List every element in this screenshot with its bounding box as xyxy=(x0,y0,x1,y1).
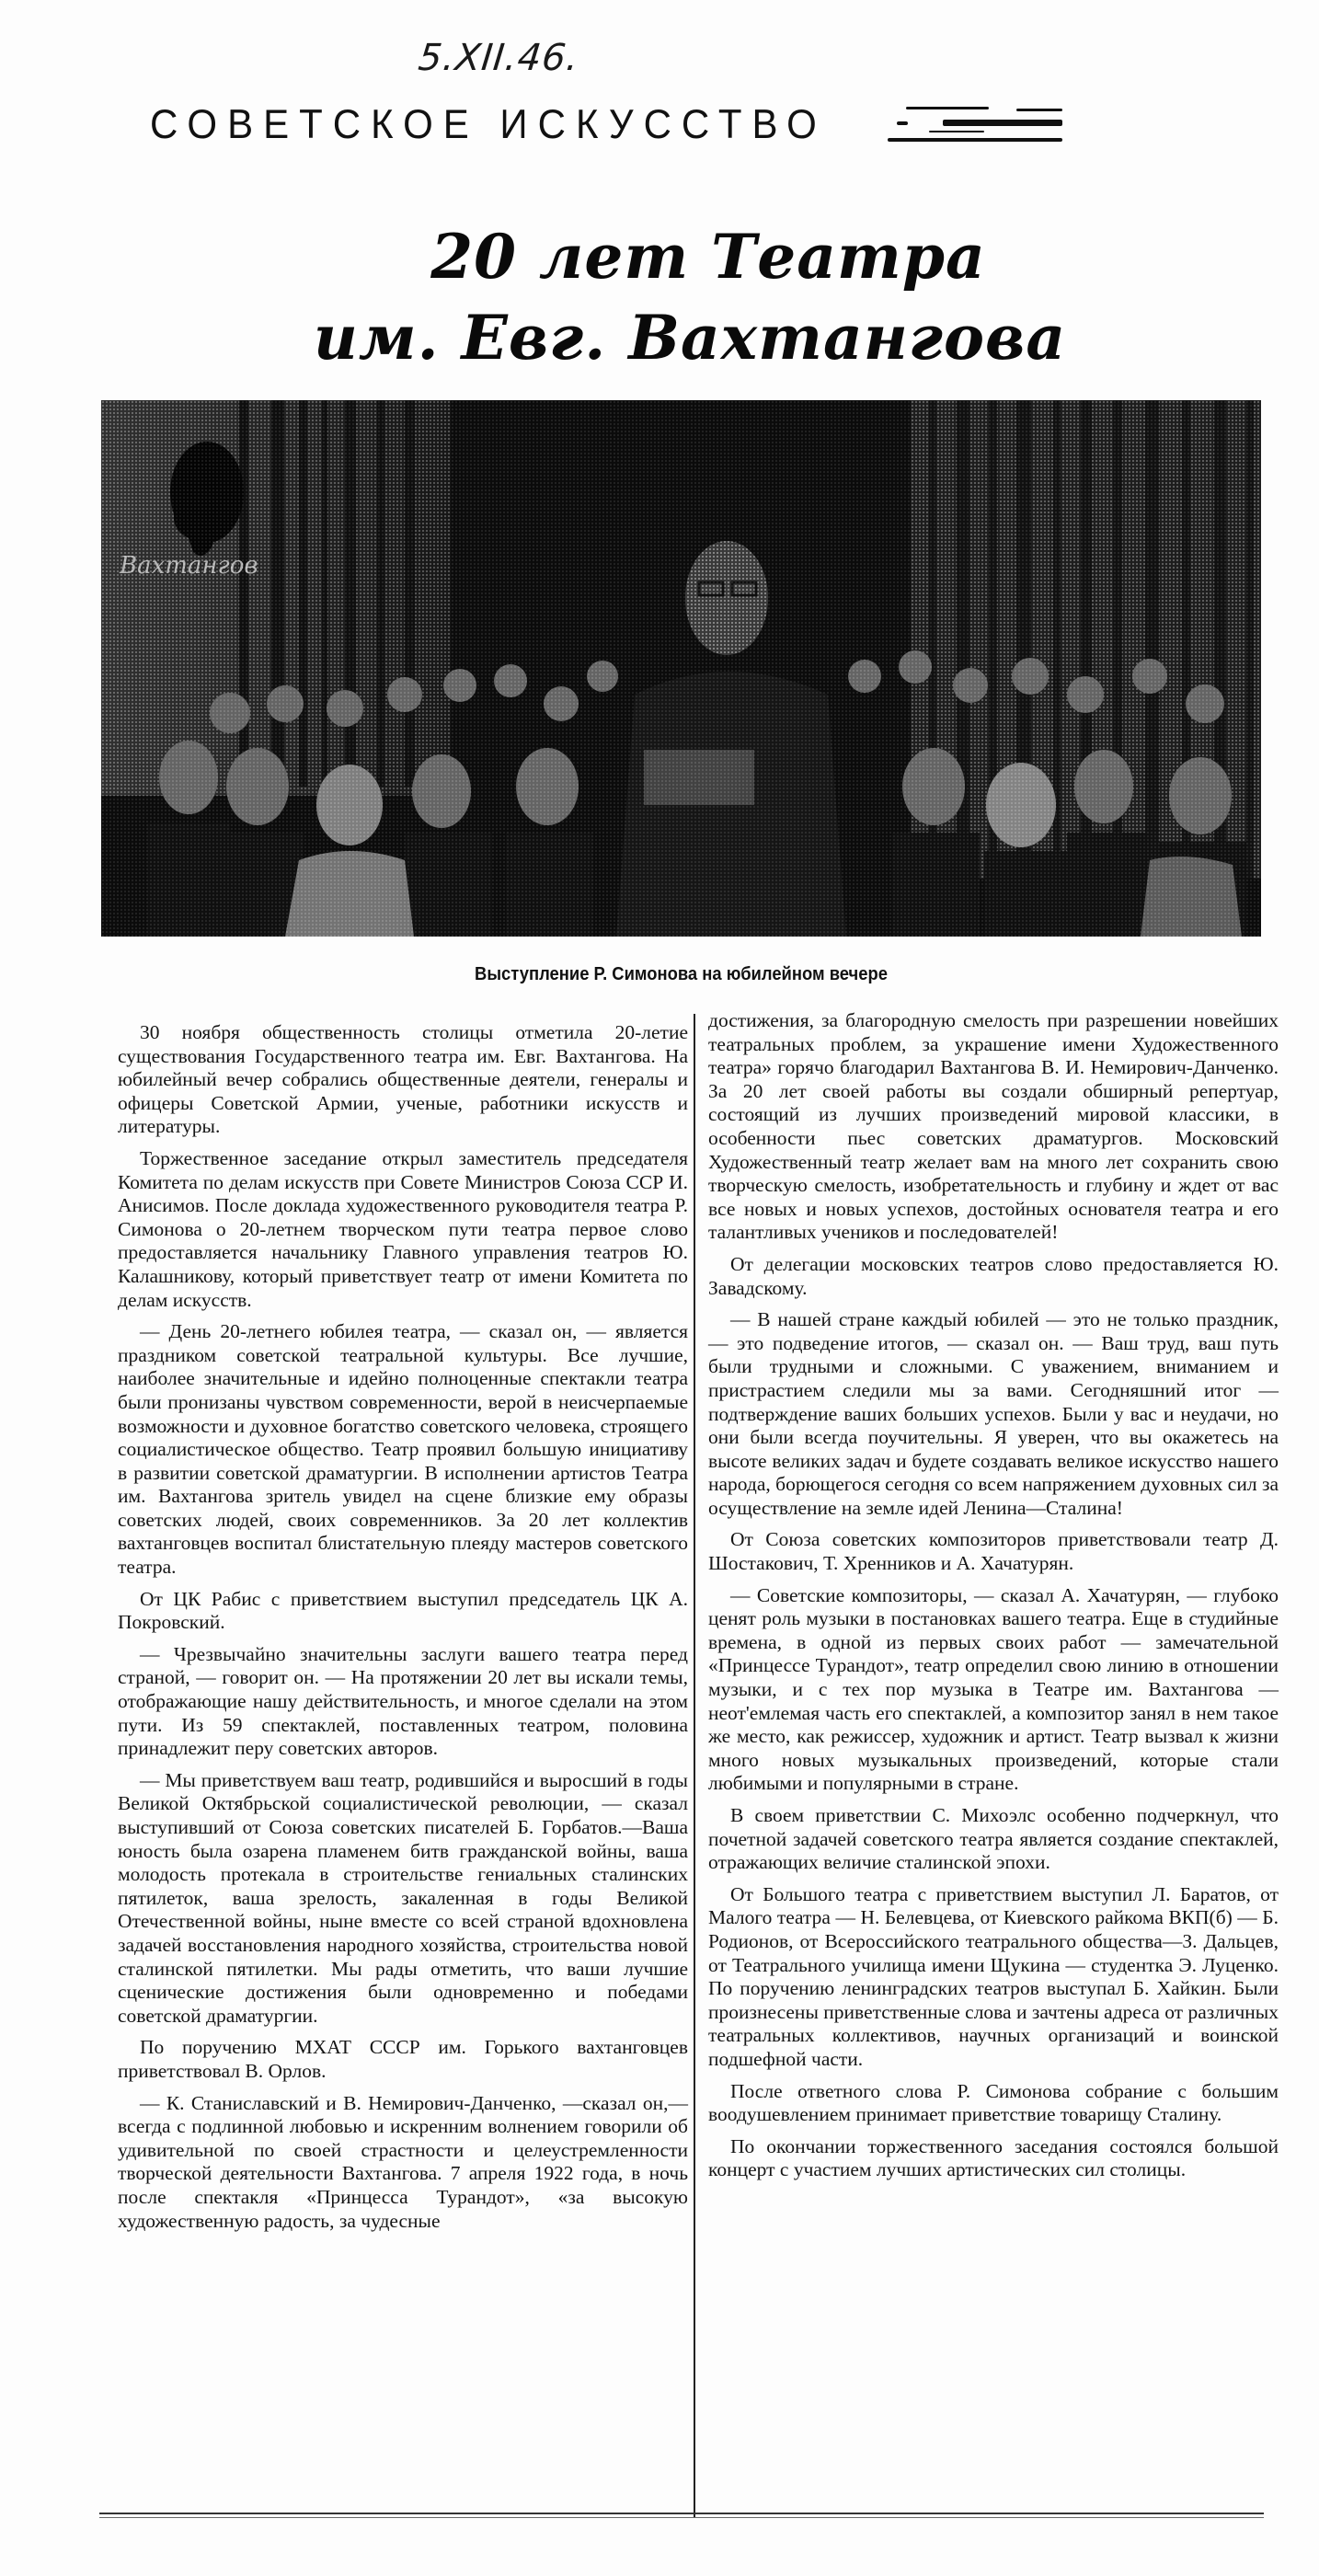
paragraph: — Чрезвычайно значительны заслуги вашего театра перед страной, — говорит он. — На протяжении 20 лет вы искали темы, отображающие нашу действительность, и многое сделали на этом пути. Из 59 спектаклей, поставленных театром, половина принадлежит перу советских авторов. xyxy=(118,1642,688,1760)
paragraph: — День 20-летнего юбилея театра, — сказал он, — является праздником советской театральной культуры. Все лучшие, наиболее значительные и идейно полноценные спектакли театра были пронизаны чувством современности, верой в неисчерпаемые возможности и духовное богатство советского человека, строящего социалистическое общество. Театр проявил большую инициативу в развитии советской драматургии. В исполнении артистов Театра им. Вахтангова зритель увидел на сцене близкие ему образы советских людей, своих современников. За 20 лет коллектив вахтанговцев воспитал блистательную плеяду мастеров советского театра. xyxy=(118,1320,688,1579)
paragraph: От Большого театра с приветствием выступил Л. Баратов, от Малого театра — Н. Белевцева, от Киевского райкома ВКП(б) — Б. Родионов, от Всероссийского театрального общества—З. Дальцев, от Театрального училища имени Щукина — студентка Э. Луценко. По поручению ленинградских театров выступал Б. Хайкин. Были произнесены приветственные слова и зачтены адреса от различных театральных коллективов, научных организаций и воинской подшефной части. xyxy=(708,1882,1279,2070)
newspaper-masthead: СОВЕТСКОЕ ИСКУССТВО xyxy=(150,101,827,147)
event-photo xyxy=(101,400,1261,937)
event-photo-illustration xyxy=(101,400,1261,937)
article-headline xyxy=(276,216,1104,378)
paragraph: После ответного слова Р. Симонова собрание с большим воодушевлением принимает приветствие товарищу Сталину. xyxy=(708,2079,1279,2126)
paragraph: В своем приветствии С. Михоэлс особенно подчеркнул, что почетной задачей советского театра является создание спектаклей, отражающих величие сталинской эпохи. xyxy=(708,1804,1279,1874)
handwritten-date: 5.XII.46. xyxy=(416,37,581,79)
paragraph: От ЦК Рабис с приветствием выступил председатель ЦК А. Покровский. xyxy=(118,1587,688,1634)
paragraph: — К. Станиславский и В. Немирович-Данченко, —сказал он,—всегда с подлинной любовью и искренним волнением говорили об удивительной по своей страстности и целеустремленности творческой деятельности Вахтангова. 7 апреля 1922 года, в ночь после спектакля «Принцесса Турандот», «за высокую художественную радость, за чудесные xyxy=(118,2091,688,2232)
paragraph: — В нашей стране каждый юбилей — это не только праздник, — это подведение итогов, — сказал он. — Ваш труд, ваш путь были трудными и сложными. С уважением, вниманием и пристрастием следили мы за вами. Сегодняшний итог — подтверждение ваших больших успехов. Были у вас и неудачи, но они были всегда поучительны. Я уверен, что вы окажетесь на высоте великих задач и будете создавать великое искусство нашего народа, борющегося сегодня со всем напряжением духовных сил за осуществление на земле идей Ленина—Сталина! xyxy=(708,1308,1279,1519)
article-column-left xyxy=(118,1021,688,2241)
bottom-rule-secondary xyxy=(99,2517,1264,2518)
headline-line-1: 20 лет Театра xyxy=(430,221,986,293)
paragraph: По поручению МХАТ СССР им. Горького вахтанговцев приветствовал В. Орлов. xyxy=(118,2036,688,2082)
photo-caption: Выступление Р. Симонова на юбилейном вечере xyxy=(475,964,888,984)
wall-inscription: Вахтангов xyxy=(120,552,258,580)
article-column-right xyxy=(708,1009,1279,2191)
paragraph: достижения, за благородную смелость при разрешении новейших театральных проблем, за украшение имени Художественного театра» горячо благодарил Вахтангова В. И. Немирович-Данченко. За 20 лет своей работы вы создали обширный репертуар, состоящий из лучших произведений мировой классики, в особенности пьес советских драматургов. Московский Художественный театр желает вам на много лет сохранить свою творческую смелость, изобретательность и глубину и ждет от вас все новых и новых успехов, достойных основателя театра и его талантливых учеников и последователей! xyxy=(708,1009,1279,1244)
paragraph: 30 ноября общественность столицы отметила 20-летие существования Государственного театра им. Евг. Вахтангова. На юбилейный вечер собрались общественные деятели, генералы и офицеры Советской Армии, ученые, работники искусств и литературы. xyxy=(118,1021,688,1138)
masthead-ornament-icon xyxy=(888,103,1062,145)
paragraph: По окончании торжественного заседания состоялся большой концерт с участием лучших артистических сил столицы. xyxy=(708,2134,1279,2181)
headline-line-2: им. Евг. Вахтангова xyxy=(313,302,1067,374)
bottom-rule xyxy=(99,2513,1264,2514)
paragraph: — Мы приветствуем ваш театр, родившийся и выросший в годы Великой Октябрьской социалистической революции, — сказал выступивший от Союза советских писателей Б. Горбатов.—Ваша юность была озарена пламенем битв гражданской войны, ваша молодость протекала в строительстве гениальных сталинских пятилеток, ваша зрелость, закаленная в годы Великой Отечественной войны, ныне вместе со всей страной вдохновлена задачей восстановления народного хозяйства, строительства новой сталинской пятилетки. Мы рады отметить, что ваши лучшие сценические достижения были одновременно и победами советской драматургии. xyxy=(118,1768,688,2027)
paragraph: От Союза советских композиторов приветствовали театр Д. Шостакович, Т. Хренников и А. Хачатурян. xyxy=(708,1528,1279,1575)
paragraph: — Советские композиторы, — сказал А. Хачатурян, — глубоко ценят роль музыки в постановках вашего театра. Еще в студийные времена, в одной из первых своих работ — замечательной «Принцессе Турандот», театр определил свою линию в отношении музыки, и с тех пор музыка в Театре им. Вахтангова — неот'емлемая часть его спектаклей, а композитор занял в нем такое же место, как режиссер, художник и артист. Театр вызвал к жизни много новых музыкальных произведений, которые стали любимыми и популярными в стране. xyxy=(708,1583,1279,1795)
paragraph: Торжественное заседание открыл заместитель председателя Комитета по делам искусств при Совете Министров Союза ССР И. Анисимов. После доклада художественного руководителя театра Р. Симонова о 20-летнем творческом пути театра первое слово предоставляется начальнику Главного управления театров Ю. Калашникову, который приветствует театр от имени Комитета по делам искусств. xyxy=(118,1146,688,1311)
paragraph: От делегации московских театров слово предоставляется Ю. Завадскому. xyxy=(708,1252,1279,1299)
column-divider xyxy=(694,1014,695,2518)
